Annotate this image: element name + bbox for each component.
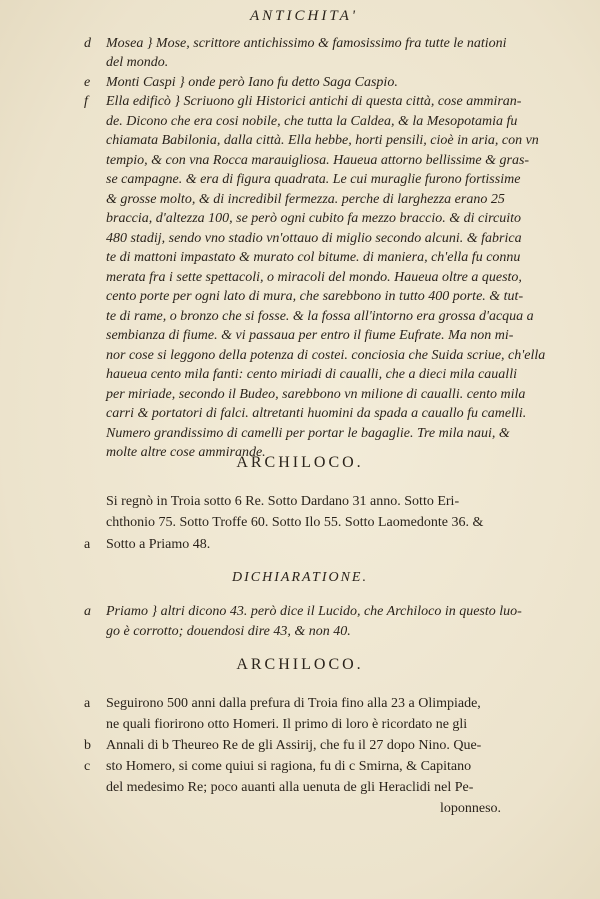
section-heading: ARCHILOCO. [236, 454, 364, 471]
text-line [0, 248, 600, 267]
line-text: molte altre cose ammirande. [106, 445, 266, 460]
text-line [0, 736, 600, 755]
section-heading: ARCHILOCO. [236, 656, 364, 673]
line-text: go è corrotto; douendosi dire 43, & non 40. [106, 624, 351, 639]
text-line [0, 715, 600, 734]
text-line [0, 365, 600, 384]
text-line [0, 307, 600, 326]
line-text: 480 stadij, sendo vno stadio vn'ottauo di miglio secondo alcuni. & fabrica [106, 231, 522, 246]
line-text: sto Homero, si come quiui si ragiona, fu di c Smirna, & Capitano [106, 759, 472, 774]
margin-note: d [84, 36, 91, 51]
text-line [0, 778, 600, 797]
line-text: & grosse molto, & di incredibil fermezza. perche di larghezza erano 25 [106, 192, 505, 207]
line-text: carri & portatori di falci. altretanti huomini da spada a cauallo fu camelli. [106, 406, 527, 421]
line-text: loponneso. [440, 801, 502, 816]
text-line [0, 694, 600, 713]
line-text: Seguirono 500 anni dalla prefura di Troia fino alla 23 a Olimpiade, [106, 696, 481, 711]
running-head: ANTICHITA' [250, 8, 358, 24]
line-text: ne quali fiorirono otto Homeri. Il primo di loro è ricordato ne gli [106, 717, 468, 732]
line-text: Numero grandissimo di camelli per portar le bagaglie. Tre mila naui, & [106, 426, 510, 441]
text-line [0, 268, 600, 287]
text-line [0, 73, 600, 92]
line-text: Ella edificò } Scriuono gli Historici antichi di questa città, cose ammiran- [106, 94, 522, 109]
text-line [0, 112, 600, 131]
margin-note: b [84, 738, 91, 753]
margin-note: a [84, 537, 91, 552]
section-heading-dichiaratione: DICHIARATIONE. [232, 570, 368, 585]
text-line [0, 602, 600, 621]
line-text: se campagne. & era di figura quadrata. Le cui muraglie furono fortissime [106, 172, 521, 187]
line-text: chiamata Babilonia, dalla città. Ella hebbe, horti pensili, cioè in aria, con vn [106, 133, 539, 148]
text-line [0, 92, 600, 111]
text-line [0, 326, 600, 345]
line-text: sembianza di fiume. & vi passaua per entro il fiume Eufrate. Ma non mi- [106, 328, 514, 343]
line-text: Sotto a Priamo 48. [106, 537, 211, 552]
text-line [0, 34, 600, 53]
text-line [0, 209, 600, 228]
margin-note: a [84, 604, 91, 619]
margin-note: f [84, 94, 88, 109]
line-text: Priamo } altri dicono 43. però dice il Lucido, che Archiloco in questo luo- [106, 604, 522, 619]
line-text: te di rame, o bronzo che si fosse. & la fossa all'intorno era grossa d'acqua a [106, 309, 534, 324]
text-line [0, 757, 600, 776]
text-line [0, 385, 600, 404]
text-line [0, 622, 600, 641]
text-line [0, 404, 600, 423]
line-text: chthonio 75. Sotto Troffe 60. Sotto Ilo 55. Sotto Laomedonte 36. & [106, 515, 484, 530]
text-line [0, 190, 600, 209]
text-line [0, 229, 600, 248]
text-line [0, 492, 600, 511]
text-line [0, 346, 600, 365]
line-text: Mosea } Mose, scrittore antichissimo & famosissimo fra tutte le nationi [106, 36, 507, 51]
text-line [0, 535, 600, 554]
line-text: de. Dicono che era cosi nobile, che tutta la Caldea, & la Mesopotamia fu [106, 114, 518, 129]
line-text: braccia, d'altezza 100, se però ogni cubito fa mezzo braccio. & di circuito [106, 211, 522, 226]
line-text: te di mattoni impastato & murato col bitume. di maniera, ch'ella fu connu [106, 250, 521, 265]
margin-note: c [84, 759, 91, 774]
text-line [0, 513, 600, 532]
line-text: per miriade, secondo il Budeo, sarebbono vn milione di caualli. cento mila [106, 387, 526, 402]
margin-note: a [84, 696, 91, 711]
text-line [0, 424, 600, 443]
text-line [0, 170, 600, 189]
line-text: Monti Caspi } onde però Iano fu detto Saga Caspio. [106, 75, 398, 90]
text-line [0, 151, 600, 170]
line-text: nor cose si leggono della potenza di costei. conciosia che Suida scriue, ch'ella [106, 348, 546, 363]
text-line [0, 53, 600, 72]
line-text: tempio, & con vna Rocca marauigliosa. Haueua attorno bellissime & gras- [106, 153, 530, 168]
text-line [0, 287, 600, 306]
line-text: del medesimo Re; poco auanti alla uenuta de gli Heraclidi nel Pe- [106, 780, 474, 795]
line-text: del mondo. [106, 55, 169, 70]
line-text: merata fra i sette spettacoli, o miracoli del mondo. Haueua oltre a questo, [106, 270, 522, 285]
margin-note: e [84, 75, 91, 90]
line-text: Si regnò in Troia sotto 6 Re. Sotto Dardano 31 anno. Sotto Eri- [106, 494, 460, 509]
line-text: haueua cento mila fanti: cento miriadi di caualli, che a dieci mila caualli [106, 367, 517, 382]
text-line [0, 131, 600, 150]
text-line [0, 799, 600, 818]
line-text: Annali di b Theureo Re de gli Assirij, che fu il 27 dopo Nino. Que- [106, 738, 482, 753]
line-text: cento porte per ogni lato di mura, che sarebbono in tutto 400 porte. & tut- [106, 289, 524, 304]
